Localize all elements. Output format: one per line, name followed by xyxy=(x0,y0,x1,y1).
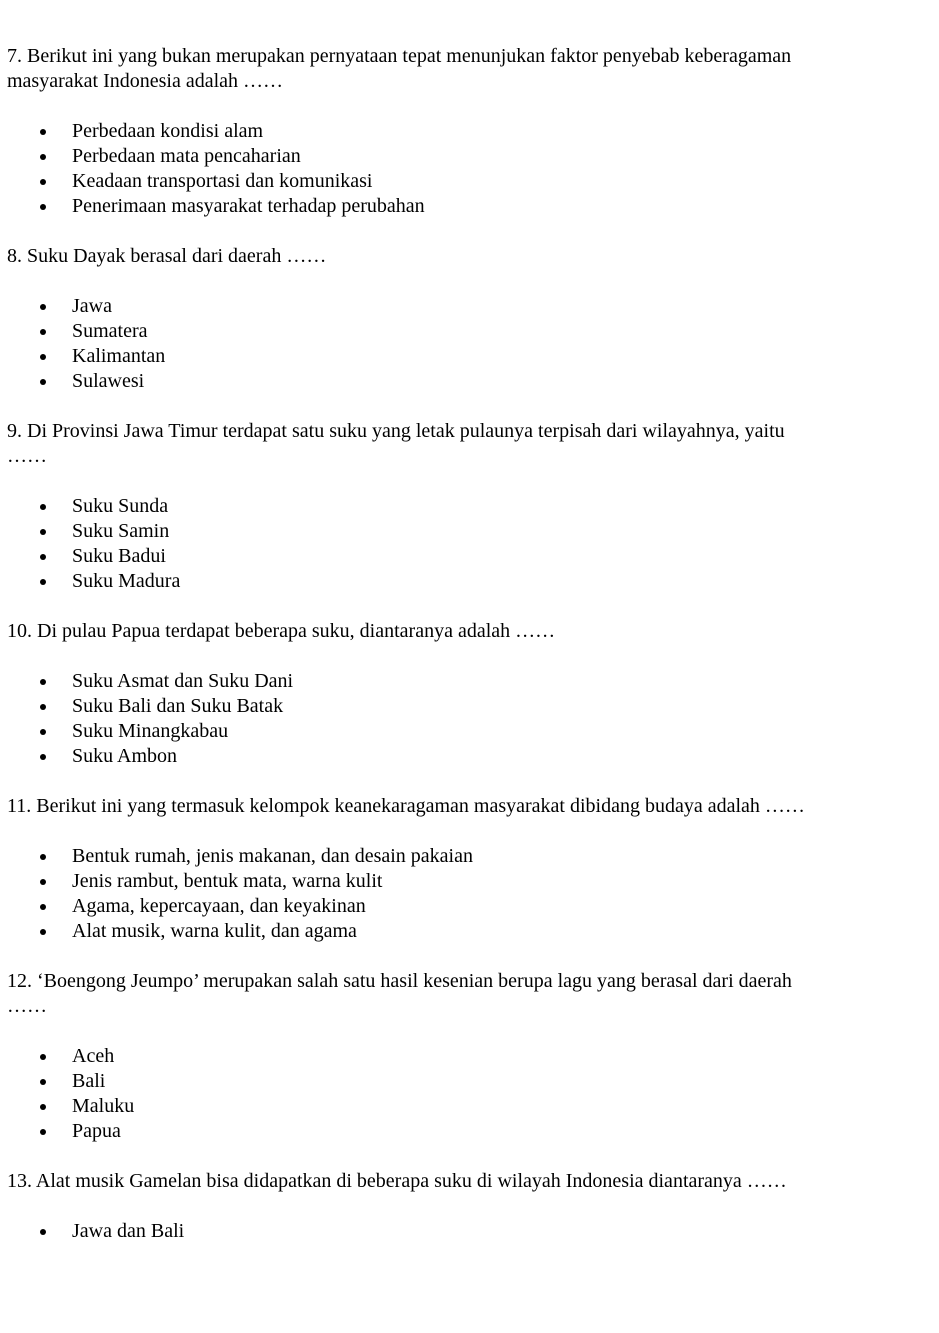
bullet-icon xyxy=(40,754,46,760)
option-item xyxy=(7,1044,927,1069)
option-label: Perbedaan mata pencaharian xyxy=(72,145,301,167)
option-item xyxy=(7,369,927,394)
option-item xyxy=(7,1119,927,1144)
option-label: Jawa dan Bali xyxy=(72,1220,185,1242)
bullet-icon xyxy=(40,129,46,135)
bullet-icon xyxy=(40,879,46,885)
option-item xyxy=(7,1094,927,1119)
option-label: Suku Ambon xyxy=(72,745,178,767)
question-12 xyxy=(7,969,927,1144)
option-item xyxy=(7,744,927,769)
bullet-icon xyxy=(40,729,46,735)
bullet-icon xyxy=(40,554,46,560)
option-item xyxy=(7,844,927,869)
bullet-icon xyxy=(40,704,46,710)
question-text: 13. Alat musik Gamelan bisa didapatkan di beberapa suku di wilayah Indonesia diantaranya …… xyxy=(7,1170,787,1192)
option-item xyxy=(7,1219,927,1244)
question-8 xyxy=(7,244,927,394)
option-item xyxy=(7,569,927,594)
option-label: Suku Madura xyxy=(72,570,181,592)
option-item xyxy=(7,169,927,194)
option-item xyxy=(7,519,927,544)
option-label: Papua xyxy=(72,1120,121,1142)
question-11 xyxy=(7,794,927,944)
option-list xyxy=(7,294,927,394)
option-label: Alat musik, warna kulit, dan agama xyxy=(72,920,357,942)
option-item xyxy=(7,294,927,319)
option-label: Kalimantan xyxy=(72,345,166,367)
option-item xyxy=(7,194,927,219)
option-item xyxy=(7,494,927,519)
option-item xyxy=(7,319,927,344)
option-label: Suku Minangkabau xyxy=(72,720,229,742)
option-item xyxy=(7,894,927,919)
option-label: Keadaan transportasi dan komunikasi xyxy=(72,170,373,192)
question-text: 12. ‘Boengong Jeumpo’ merupakan salah satu hasil kesenian berupa lagu yang berasal dari daerah …… xyxy=(7,970,792,1017)
option-item xyxy=(7,719,927,744)
question-9 xyxy=(7,419,927,594)
option-label: Suku Samin xyxy=(72,520,170,542)
option-label: Suku Badui xyxy=(72,545,166,567)
bullet-icon xyxy=(40,354,46,360)
bullet-icon xyxy=(40,154,46,160)
bullet-icon xyxy=(40,1079,46,1085)
option-label: Jenis rambut, bentuk mata, warna kulit xyxy=(72,870,383,892)
bullet-icon xyxy=(40,304,46,310)
option-item xyxy=(7,544,927,569)
bullet-icon xyxy=(40,1229,46,1235)
option-list xyxy=(7,669,927,769)
option-list xyxy=(7,1219,927,1244)
bullet-icon xyxy=(40,854,46,860)
question-text: 9. Di Provinsi Jawa Timur terdapat satu suku yang letak pulaunya terpisah dari wilayahnya, yaitu …… xyxy=(7,420,785,467)
bullet-icon xyxy=(40,679,46,685)
bullet-icon xyxy=(40,1054,46,1060)
option-label: Sumatera xyxy=(72,320,148,342)
option-label: Penerimaan masyarakat terhadap perubahan xyxy=(72,195,425,217)
option-label: Perbedaan kondisi alam xyxy=(72,120,264,142)
option-list xyxy=(7,1044,927,1144)
bullet-icon xyxy=(40,529,46,535)
option-label: Agama, kepercayaan, dan keyakinan xyxy=(72,895,366,917)
question-text: 8. Suku Dayak berasal dari daerah …… xyxy=(7,245,327,267)
question-text: 11. Berikut ini yang termasuk kelompok keanekaragaman masyarakat dibidang budaya adalah …… xyxy=(7,795,805,817)
option-item xyxy=(7,919,927,944)
bullet-icon xyxy=(40,204,46,210)
option-item xyxy=(7,1069,927,1094)
bullet-icon xyxy=(40,904,46,910)
bullet-icon xyxy=(40,179,46,185)
question-10 xyxy=(7,619,927,769)
bullet-icon xyxy=(40,329,46,335)
option-list xyxy=(7,119,927,219)
bullet-icon xyxy=(40,504,46,510)
bullet-icon xyxy=(40,579,46,585)
option-label: Bentuk rumah, jenis makanan, dan desain pakaian xyxy=(72,845,473,867)
option-label: Maluku xyxy=(72,1095,135,1117)
option-item xyxy=(7,694,927,719)
option-item xyxy=(7,669,927,694)
option-list xyxy=(7,844,927,944)
option-label: Bali xyxy=(72,1070,106,1092)
bullet-icon xyxy=(40,379,46,385)
bullet-icon xyxy=(40,1104,46,1110)
option-label: Suku Bali dan Suku Batak xyxy=(72,695,284,717)
option-item xyxy=(7,869,927,894)
option-label: Suku Asmat dan Suku Dani xyxy=(72,670,294,692)
question-13 xyxy=(7,1169,927,1244)
option-label: Sulawesi xyxy=(72,370,145,392)
option-label: Jawa xyxy=(72,295,112,317)
quiz-document xyxy=(7,44,927,1269)
option-item xyxy=(7,344,927,369)
option-label: Suku Sunda xyxy=(72,495,169,517)
bullet-icon xyxy=(40,929,46,935)
option-item xyxy=(7,119,927,144)
option-item xyxy=(7,144,927,169)
question-text: 7. Berikut ini yang bukan merupakan pernyataan tepat menunjukan faktor penyebab keberagaman masyarakat Indonesia adalah …… xyxy=(7,45,792,92)
bullet-icon xyxy=(40,1129,46,1135)
option-label: Aceh xyxy=(72,1045,115,1067)
question-7 xyxy=(7,44,927,219)
option-list xyxy=(7,494,927,594)
question-text: 10. Di pulau Papua terdapat beberapa suku, diantaranya adalah …… xyxy=(7,620,556,642)
